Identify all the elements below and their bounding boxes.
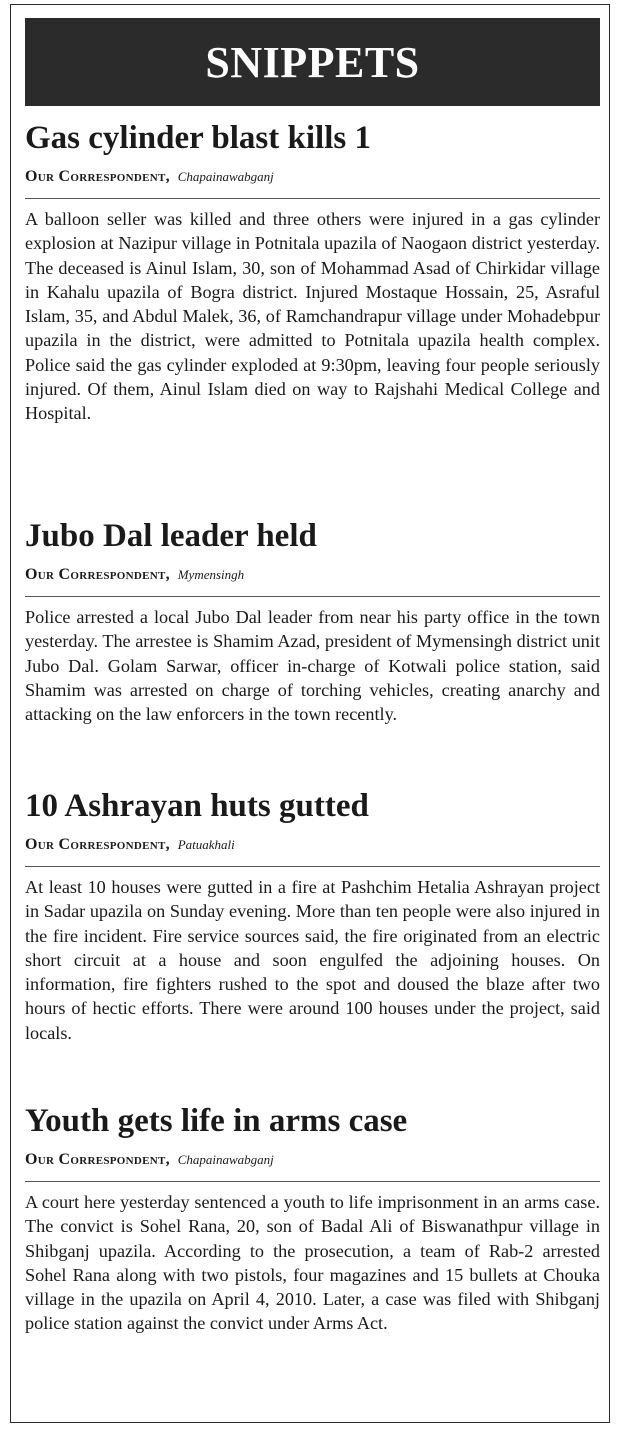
headline: Gas cylinder blast kills 1 xyxy=(25,120,371,156)
divider xyxy=(25,866,600,867)
story-body: A balloon seller was killed and three others were injured in a gas cylinder explosion at Nazipur village in Potnitala upazila of Naogaon district yesterday. The deceased is Ainul Islam, 30, son of Mohammad Asad of Chirkidar village in Kahalu upazila of Bogra district. Injured Mostaque Hossain, 25, Asraful Islam, 35, and Abdul Malek, 36, of Ramchandrapur village under Mohadebpur upazila in the district, were admitted to Potnitala upazila health complex. Police said the gas cylinder exploded at 9:30pm, leaving four people seriously injured. Of them, Ainul Islam died on way to Rajshahi Medical College and Hospital. xyxy=(25,209,600,424)
story-gas-cylinder-blast xyxy=(25,118,600,426)
story-ashrayan-huts xyxy=(25,786,600,1045)
section-banner xyxy=(25,18,600,106)
byline xyxy=(25,166,600,188)
divider xyxy=(25,1181,600,1182)
byline-dateline: Chapainawabganj xyxy=(177,1152,274,1167)
byline-author: Our Correspondent, xyxy=(25,566,170,583)
headline: Youth gets life in arms case xyxy=(25,1103,408,1139)
byline-author: Our Correspondent, xyxy=(25,1151,170,1168)
divider xyxy=(25,596,600,597)
headline: Jubo Dal leader held xyxy=(25,518,317,554)
story-jubo-dal-leader xyxy=(25,516,600,726)
byline-author: Our Correspondent, xyxy=(25,836,170,853)
byline-author: Our Correspondent, xyxy=(25,168,170,185)
story-body: Police arrested a local Jubo Dal leader from near his party office in the town yesterday. The arrestee is Shamim Azad, president of Mymensingh district unit Jubo Dal. Golam Sarwar, officer in-charge of Kotwali police station, said Shamim was arrested on charge of torching vehicles, creating anarchy and attacking on the law enforcers in the town recently. xyxy=(25,607,600,725)
story-body: A court here yesterday sentenced a youth to life imprisonment in an arms case. The convict is Sohel Rana, 20, son of Badal Ali of Biswanathpur village in Shibganj upazila. According to the prosecution, a team of Rab-2 arrested Sohel Rana along with two pistols, four magazines and 15 bullets at Chouka village in the upazila on April 4, 2010. Later, a case was filed with Shibganj police station against the convict under Arms Act. xyxy=(25,1192,600,1334)
headline: 10 Ashrayan huts gutted xyxy=(25,788,369,824)
story-body: At least 10 houses were gutted in a fire at Pashchim Hetalia Ashrayan project in Sadar upazila on Sunday evening. More than ten people were also injured in the fire incident. Fire service sources said, the fire originated from an electric short circuit at a house and soon engulfed the adjoining houses. On information, fire fighters rushed to the spot and doused the blaze after two hours of hectic efforts. There were around 100 houses under the project, said locals. xyxy=(25,877,600,1043)
byline xyxy=(25,1149,600,1171)
byline xyxy=(25,564,600,586)
byline-dateline: Patuakhali xyxy=(177,837,235,852)
story-arms-case xyxy=(25,1101,600,1336)
byline xyxy=(25,834,600,856)
byline-dateline: Mymensingh xyxy=(177,567,245,582)
section-title: SNIPPETS xyxy=(205,37,420,87)
byline-dateline: Chapainawabganj xyxy=(177,169,274,184)
divider xyxy=(25,198,600,199)
